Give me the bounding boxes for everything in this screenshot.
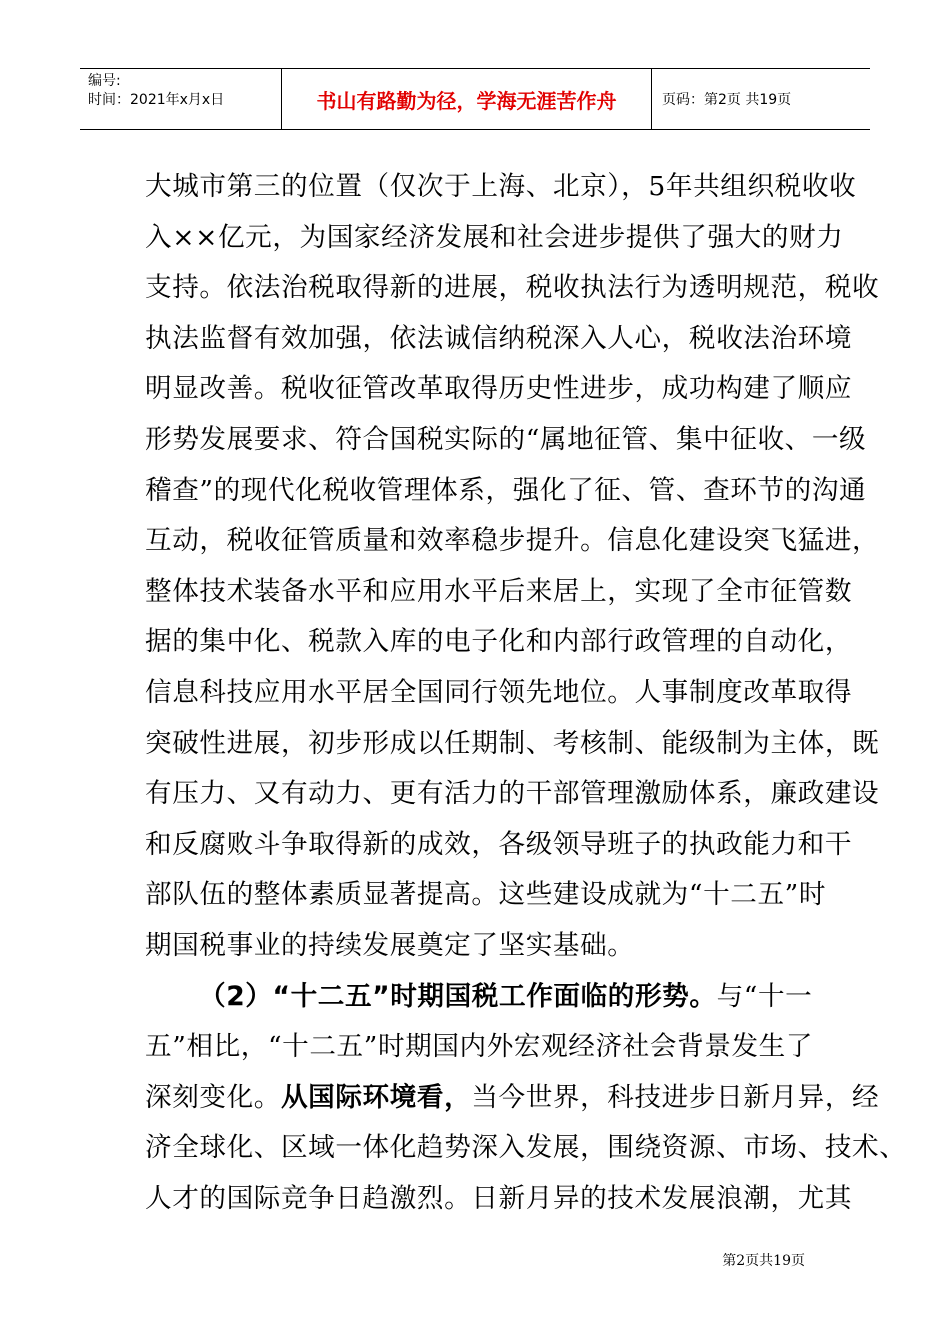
body-line: 稽查”的现代化税收管理体系，强化了征、管、查环节的沟通 (145, 474, 867, 506)
body-line: 明显改善。税收征管改革取得历史性进步，成功构建了顺应 (145, 373, 853, 405)
body-line: 部队伍的整体素质显著提高。这些建设成就为“十二五”时 (145, 879, 827, 911)
body-line: 济全球化、区域一体化趋势深入发展，围绕资源、市场、技术、 (145, 1132, 907, 1164)
international-line (145, 1073, 880, 1124)
intl-heading: 从国际环境看， (280, 1081, 472, 1113)
page-footer: 第2页共19页 (722, 1253, 805, 1269)
body-line: 突破性进展，初步形成以任期制、考核制、能级制为主体，既 (145, 727, 880, 759)
document-body (145, 162, 907, 1224)
intl-line-start: 深刻变化。 (145, 1081, 281, 1113)
body-line: 期国税事业的持续发展奠定了坚实基础。 (145, 929, 635, 961)
header-meta-cell (80, 69, 282, 129)
intl-tail: 当今世界，科技进步日新月异，经 (471, 1081, 880, 1113)
body-line: 人才的国际竞争日趋激烈。日新月异的技术发展浪潮，尤其 (145, 1182, 853, 1214)
body-line: 和反腐败斗争取得新的成效，各级领导班子的执政能力和干 (145, 828, 853, 860)
body-line: 入××亿元，为国家经济发展和社会进步提供了强大的财力 (145, 221, 844, 253)
header-page-info: 页码：第2页 共19页 (662, 92, 792, 108)
body-line: 五”相比，“十二五”时期国内外宏观经济社会背景发生了 (145, 1031, 814, 1063)
document-header (80, 68, 870, 130)
body-line: 支持。依法治税取得新的进展，税收执法行为透明规范，税收 (145, 272, 880, 304)
body-line: 形势发展要求、符合国税实际的“属地征管、集中征收、一级 (145, 423, 867, 455)
body-line: 整体技术装备水平和应用水平后来居上，实现了全市征管数 (145, 575, 853, 607)
serial-label: 编号: (88, 73, 121, 89)
section-2-line (145, 972, 815, 1023)
header-motto: 书山有路勤为径，学海无涯苦作舟 (282, 69, 652, 129)
body-line: 有压力、又有动力、更有活力的干部管理激励体系，廉政建设 (145, 778, 880, 810)
date-label: 时间：2021年x月x日 (88, 92, 225, 108)
body-line: 互动，税收征管质量和效率稳步提升。信息化建设突飞猛进， (145, 525, 880, 557)
body-line: 执法监督有效加强，依法诚信纳税深入人心，税收法治环境 (145, 322, 853, 354)
body-line: 大城市第三的位置（仅次于上海、北京），5年共组织税收收 (145, 171, 857, 202)
body-line: 据的集中化、税款入库的电子化和内部行政管理的自动化， (145, 626, 853, 658)
section-2-heading: （2）“十二五”时期国税工作面临的形势。 (199, 980, 717, 1012)
body-line: 信息科技应用水平居全国同行领先地位。人事制度改革取得 (145, 676, 853, 708)
section-2-tail: 与“十一 (716, 980, 813, 1012)
